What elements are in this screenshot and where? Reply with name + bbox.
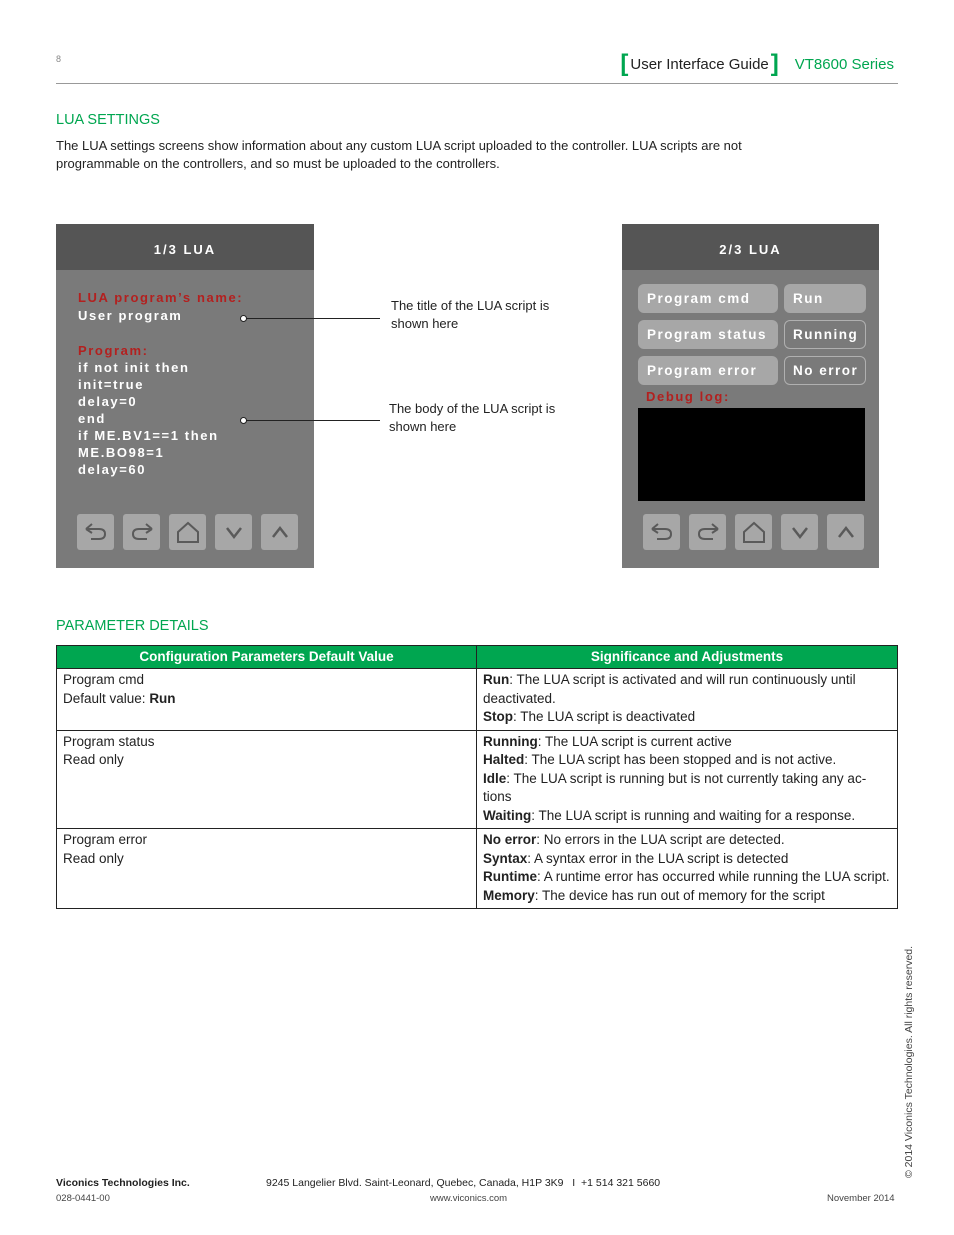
program-line: ME.BO98=1 [78, 445, 165, 460]
item-text: : The LUA script is deactivated [513, 709, 696, 724]
param-cell [57, 669, 477, 731]
significance-item [483, 850, 891, 869]
home-icon [175, 521, 201, 543]
copyright-notice: © 2014 Viconics Technologies. All rights reserved. [903, 945, 915, 1178]
page-number: 8 [56, 54, 62, 64]
lua-settings-title: LUA SETTINGS [56, 112, 160, 128]
parameter-details-title: PARAMETER DETAILS [56, 618, 209, 634]
param-sub [63, 690, 470, 709]
item-text: : A runtime error has occurred while running the LUA script. [537, 869, 890, 884]
intro-line-2: programmable on the controllers, and so must be uploaded to the controllers. [56, 155, 500, 171]
screen-1-title: 1/3 LUA [56, 224, 314, 270]
program-error-value: No error [784, 356, 866, 385]
item-key: Syntax [483, 850, 528, 866]
significance-item [483, 868, 891, 887]
significance-cell [477, 669, 898, 731]
header-divider [56, 83, 898, 84]
program-name-label: LUA program’s name: [78, 290, 244, 305]
bracket-close: ] [770, 50, 779, 77]
up-button[interactable] [261, 514, 298, 550]
callout-title-line [246, 318, 380, 319]
significance-item [483, 887, 891, 906]
down-button[interactable] [781, 514, 818, 550]
chevron-down-icon [221, 521, 247, 543]
footer-company: Viconics Technologies Inc. [56, 1177, 190, 1189]
significance-item [483, 733, 891, 752]
program-cmd-label: Program cmd [638, 284, 778, 313]
back-icon [649, 521, 675, 543]
chevron-up-icon [267, 521, 293, 543]
param-name: Program cmd [63, 672, 145, 687]
chevron-up-icon [833, 521, 859, 543]
parameter-table [56, 645, 898, 909]
program-line: delay=0 [78, 394, 138, 409]
program-cmd-value[interactable]: Run [784, 284, 866, 313]
bracket-open: [ [620, 50, 629, 77]
item-key: Run [483, 672, 510, 687]
lua-screen-2 [622, 224, 879, 568]
program-line: end [78, 411, 106, 426]
item-text: : The LUA script has been stopped and is not active. [524, 752, 837, 767]
table-row [57, 730, 898, 829]
home-button[interactable] [735, 514, 772, 550]
footer-website[interactable]: www.viconics.com [430, 1193, 508, 1204]
callout-body-text [389, 400, 555, 436]
callout-body-line-1: The body of the LUA script is [389, 401, 556, 416]
item-text: : The LUA script is running and waiting for a response. [531, 807, 856, 823]
callout-body-line-2: shown here [389, 419, 457, 434]
item-key: Memory [483, 887, 535, 903]
item-text: : A syntax error in the LUA script is detected [527, 850, 789, 866]
col1-header: Configuration Parameters Default Value [57, 646, 477, 669]
item-text: : No errors in the LUA script are detected. [536, 832, 785, 847]
forward-button[interactable] [689, 514, 726, 550]
debug-log-area[interactable] [638, 408, 865, 501]
program-status-value: Running [784, 320, 866, 349]
back-button[interactable] [77, 514, 114, 550]
significance-item [483, 770, 891, 807]
significance-item [483, 671, 891, 708]
up-button[interactable] [827, 514, 864, 550]
program-line: delay=60 [78, 462, 147, 477]
program-line: if not init then [78, 360, 190, 375]
item-key: Running [483, 733, 538, 749]
document-header [620, 52, 894, 76]
guide-title: User Interface Guide [630, 55, 769, 73]
program-error-label: Program error [638, 356, 778, 385]
screen-1-button-row [77, 514, 298, 550]
intro-line-1: The LUA settings screens show information about any custom LUA script uploaded to the controller. LUA scripts are not [56, 138, 742, 153]
program-status-label: Program status [638, 320, 778, 349]
back-icon [83, 521, 109, 543]
callout-title-text [391, 297, 549, 333]
callout-title-line-2: shown here [391, 316, 459, 331]
series-name: VT8600 Series [794, 55, 894, 73]
home-icon [741, 521, 767, 543]
back-button[interactable] [643, 514, 680, 550]
significance-item [483, 708, 891, 727]
param-cell [57, 730, 477, 829]
param-name: Program error [63, 832, 148, 847]
item-text: : The LUA script is current active [537, 733, 732, 749]
col2-header: Significance and Adjustments [477, 646, 898, 669]
item-key: Stop [483, 709, 513, 724]
item-key: No error [483, 832, 537, 847]
significance-cell [477, 829, 898, 909]
forward-icon [129, 521, 155, 543]
program-line: if ME.BV1==1 then [78, 428, 219, 443]
param-sub-value: Run [149, 690, 176, 706]
item-key: Halted [483, 752, 525, 767]
item-key: Idle [483, 770, 507, 786]
footer-address: 9245 Langelier Blvd. Saint-Leonard, Quebec, Canada, H1P 3K9 I +1 514 321 5660 [266, 1177, 661, 1189]
forward-icon [695, 521, 721, 543]
program-name-value: User program [78, 308, 183, 323]
lua-settings-intro [56, 137, 816, 172]
callout-body-line [246, 420, 380, 421]
table-header-row [57, 646, 898, 669]
down-button[interactable] [215, 514, 252, 550]
debug-log-label: Debug log: [646, 389, 730, 404]
footer-date: November 2014 [827, 1193, 895, 1204]
significance-item [483, 807, 891, 826]
item-text: : The LUA script is activated and will run continuously until deactivated. [483, 672, 856, 706]
screen-2-title: 2/3 LUA [622, 224, 879, 270]
chevron-down-icon [787, 521, 813, 543]
item-text: : The LUA script is running but is not currently taking any ac-tions [483, 770, 867, 804]
callout-title-line-1: The title of the LUA script is [391, 298, 550, 313]
item-key: Waiting [483, 807, 532, 823]
home-button[interactable] [169, 514, 206, 550]
item-text: : The device has run out of memory for the script [534, 887, 825, 903]
screen-2-button-row [643, 514, 864, 550]
lua-screen-1 [56, 224, 314, 568]
item-key: Runtime [483, 869, 537, 884]
program-line: init=true [78, 377, 145, 392]
program-label: Program: [78, 343, 149, 358]
table-row [57, 669, 898, 731]
significance-item [483, 751, 891, 770]
significance-item [483, 831, 891, 850]
param-sub: Read only [63, 752, 124, 767]
forward-button[interactable] [123, 514, 160, 550]
param-sub-label: Default value: [63, 690, 150, 706]
param-name: Program status [63, 733, 155, 749]
footer-doc-number: 028-0441-00 [56, 1193, 110, 1204]
significance-cell [477, 730, 898, 829]
param-cell [57, 829, 477, 909]
param-sub: Read only [63, 850, 124, 866]
table-row [57, 829, 898, 909]
